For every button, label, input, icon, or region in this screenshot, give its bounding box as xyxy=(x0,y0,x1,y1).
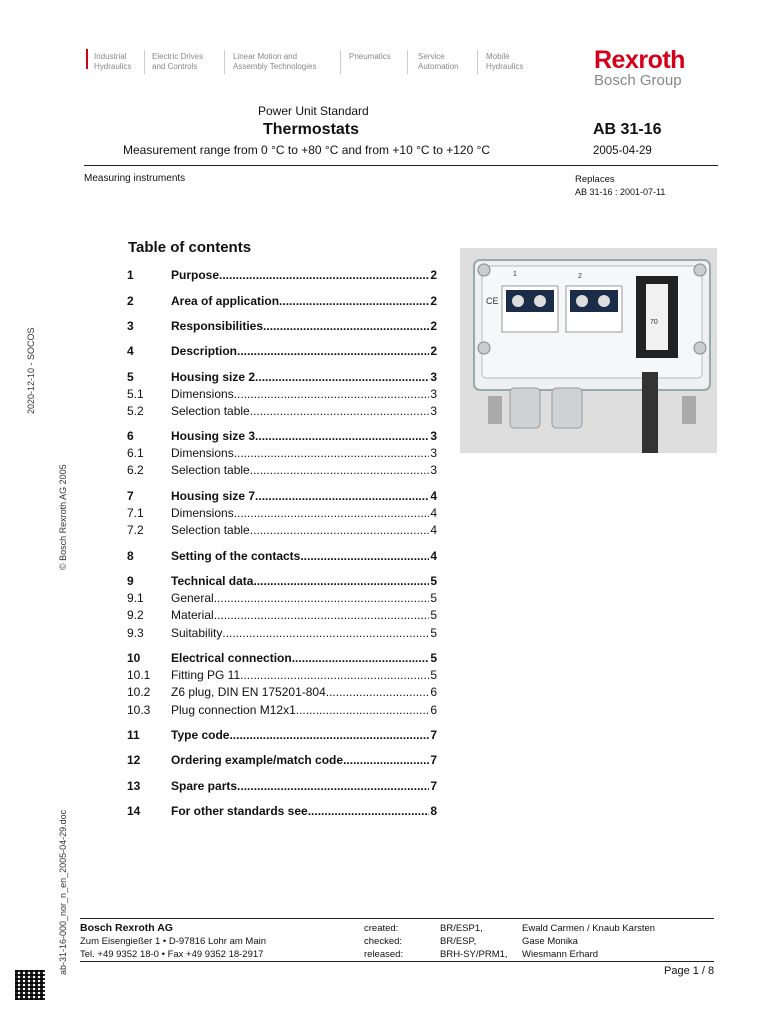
footer-company: Bosch Rexroth AG xyxy=(80,922,173,934)
toc-entry[interactable] xyxy=(127,370,437,384)
toc-label: Dimensions xyxy=(171,387,234,401)
footer-label: checked: xyxy=(364,936,403,947)
toc-page: 7 xyxy=(430,753,437,767)
toc-leader xyxy=(219,268,429,282)
toc-text-wrap xyxy=(171,703,429,717)
toc-page: 2 xyxy=(430,344,437,358)
toc-page: 5 xyxy=(430,626,437,640)
toc-number: 3 xyxy=(127,319,134,333)
toc-leader xyxy=(237,779,429,793)
footer-rule-top xyxy=(80,918,714,919)
toc-label: Suitability xyxy=(171,626,223,640)
toc-leader xyxy=(234,506,430,520)
toc-number: 8 xyxy=(127,549,134,563)
toc-page: 4 xyxy=(430,549,437,563)
toc-number: 7 xyxy=(127,489,134,503)
toc-leader xyxy=(253,574,429,588)
ce-mark: CE xyxy=(486,296,499,306)
nav-line: Electric Drives xyxy=(152,52,204,61)
toc-page: 3 xyxy=(430,446,437,460)
toc-leader xyxy=(279,294,429,308)
nav-line: Linear Motion and xyxy=(233,52,298,61)
toc-entry[interactable] xyxy=(127,506,437,520)
cable-gland xyxy=(510,388,540,428)
toc-entry[interactable] xyxy=(127,651,437,665)
toc-label: Fitting PG 11 xyxy=(171,668,241,682)
nav-line: Pneumatics xyxy=(349,52,391,61)
nav-divider xyxy=(407,50,408,74)
toc-page: 7 xyxy=(430,728,437,742)
toc-number: 7.2 xyxy=(127,523,144,537)
toc-text-wrap xyxy=(171,779,429,793)
toc-text-wrap xyxy=(171,319,429,333)
screw-icon xyxy=(478,264,490,276)
toc-leader xyxy=(222,626,429,640)
toc-text-wrap xyxy=(171,268,429,282)
footer-rule-bottom xyxy=(80,961,714,962)
toc-entry[interactable] xyxy=(127,626,437,640)
toc-page: 5 xyxy=(430,668,437,682)
photo-label-2: 2 xyxy=(578,273,582,280)
toc-number: 2 xyxy=(127,294,134,308)
toc-number: 13 xyxy=(127,779,141,793)
toc-leader xyxy=(214,591,430,605)
doc-subtitle: Power Unit Standard xyxy=(258,104,369,118)
toc-label: Selection table xyxy=(171,523,250,537)
toc-number: 9 xyxy=(127,574,134,588)
nav-divider xyxy=(340,50,341,74)
toc-label: Type code xyxy=(171,728,230,742)
thermostat-photo xyxy=(460,248,717,453)
toc-entry[interactable] xyxy=(127,591,437,605)
toc-entry[interactable] xyxy=(127,429,437,443)
toc-page: 3 xyxy=(430,387,437,401)
toc-leader xyxy=(255,370,429,384)
toc-number: 9.2 xyxy=(127,608,144,622)
toc-label: Z6 plug, DIN EN 175201-804 xyxy=(171,685,326,699)
toc-leader xyxy=(214,608,430,622)
toc-text-wrap xyxy=(171,387,429,401)
toc-number: 6 xyxy=(127,429,134,443)
toc-entry[interactable] xyxy=(127,523,437,537)
header-rule xyxy=(84,165,718,166)
toc-entry[interactable] xyxy=(127,685,437,699)
toc-page: 4 xyxy=(430,489,437,503)
cable-gland xyxy=(552,388,582,428)
toc-label: Responsibilities xyxy=(171,319,264,333)
doc-category: Measuring instruments xyxy=(84,173,186,184)
toc-entry[interactable] xyxy=(127,387,437,401)
toc-entry[interactable] xyxy=(127,404,437,418)
nav-divider xyxy=(477,50,478,74)
toc-label: Selection table xyxy=(171,463,250,477)
footer-dept: BR/ESP, xyxy=(440,936,477,947)
nav-divider xyxy=(144,50,145,74)
toc-text-wrap xyxy=(171,446,429,460)
toc-text-wrap xyxy=(171,463,429,477)
measurement-range: Measurement range from 0 °C to +80 °C and from +10 °C to +120 °C xyxy=(123,143,491,157)
rexroth-logo: Rexroth xyxy=(594,46,685,74)
footer-address: Zum Eisengießer 1 • D-97816 Lohr am Main xyxy=(80,936,267,947)
nav-line: Hydraulics xyxy=(94,62,132,71)
bosch-group-label: Bosch Group xyxy=(594,72,682,89)
nav-linear-motion[interactable] xyxy=(233,52,316,72)
toc-text-wrap xyxy=(171,626,429,640)
toc-label: Description xyxy=(171,344,238,358)
nav-line: Industrial xyxy=(94,52,127,61)
toc-text-wrap xyxy=(171,523,429,537)
nav-line: Assembly Technologies xyxy=(233,62,317,71)
toc-page: 4 xyxy=(430,523,437,537)
toc-text-wrap xyxy=(171,429,429,443)
toc-label: Housing size 3 xyxy=(171,429,256,443)
toc-label: Setting of the contacts xyxy=(171,549,301,563)
toc-text-wrap xyxy=(171,668,429,682)
toc-label: Purpose xyxy=(171,268,220,282)
toc-number: 7.1 xyxy=(127,506,144,520)
toc-leader xyxy=(292,651,430,665)
dial-knob-icon xyxy=(512,295,524,307)
toc-text-wrap xyxy=(171,651,429,665)
toc-entry[interactable] xyxy=(127,446,437,460)
toc-number: 10 xyxy=(127,651,141,665)
toc-page: 7 xyxy=(430,779,437,793)
toc-page: 4 xyxy=(430,506,437,520)
nav-line: Service xyxy=(418,52,445,61)
photo-label-1: 1 xyxy=(513,271,517,278)
footer-label: created: xyxy=(364,923,399,934)
toc-page: 2 xyxy=(430,294,437,308)
toc-leader xyxy=(234,446,430,460)
toc-number: 10.1 xyxy=(127,668,151,682)
toc-entry[interactable] xyxy=(127,753,437,767)
toc-number: 9.3 xyxy=(127,626,144,640)
toc-text-wrap xyxy=(171,549,429,563)
toc-label: General xyxy=(171,591,214,605)
nav-service-automation[interactable] xyxy=(418,52,458,72)
toc-label: Dimensions xyxy=(171,506,234,520)
toc-page: 2 xyxy=(430,268,437,282)
toc-leader xyxy=(326,685,430,699)
toc-title: Table of contents xyxy=(128,239,252,256)
screw-icon xyxy=(694,264,706,276)
footer-label: released: xyxy=(364,949,404,960)
toc-label: Ordering example/match code xyxy=(171,753,344,767)
toc-page: 8 xyxy=(430,804,437,818)
brand-bar xyxy=(86,49,88,69)
nav-line: and Controls xyxy=(152,62,198,71)
toc-entry[interactable] xyxy=(127,728,437,742)
toc-entry[interactable] xyxy=(127,703,437,717)
toc-entry[interactable] xyxy=(127,319,437,333)
toc-leader xyxy=(255,429,429,443)
footer-names: Wiesmann Erhard xyxy=(522,949,599,960)
nav-line: Automation xyxy=(418,62,459,71)
toc-page: 3 xyxy=(430,429,437,443)
toc-label: Dimensions xyxy=(171,446,234,460)
nav-pneumatics[interactable] xyxy=(349,52,391,62)
page-number: Page 1 / 8 xyxy=(664,965,715,977)
footer-dept: BRH-SY/PRM1, xyxy=(440,949,508,960)
toc-page: 3 xyxy=(430,370,437,384)
toc-number: 1 xyxy=(127,268,134,282)
toc-label: Plug connection M12x1 xyxy=(171,703,296,717)
toc-entry[interactable] xyxy=(127,549,437,563)
toc-leader xyxy=(240,668,429,682)
toc-number: 5.2 xyxy=(127,404,144,418)
screw-icon xyxy=(478,342,490,354)
toc-entry[interactable] xyxy=(127,574,437,588)
toc-number: 14 xyxy=(127,804,141,818)
toc-entry[interactable] xyxy=(127,268,437,282)
toc-leader xyxy=(229,728,429,742)
toc-label: Material xyxy=(171,608,214,622)
toc-leader xyxy=(308,804,430,818)
toc-number: 10.2 xyxy=(127,685,151,699)
toc-text-wrap xyxy=(171,344,429,358)
mounting-foot xyxy=(682,396,696,424)
toc-number: 6.2 xyxy=(127,463,144,477)
doc-title: Thermostats xyxy=(263,121,360,138)
toc-text-wrap xyxy=(171,753,429,767)
toc-entry[interactable] xyxy=(127,779,437,793)
toc-entry[interactable] xyxy=(127,668,437,682)
toc-text-wrap xyxy=(171,608,429,622)
toc-entry[interactable] xyxy=(127,463,437,477)
toc-number: 5 xyxy=(127,370,134,384)
nav-divider xyxy=(224,50,225,74)
toc-text-wrap xyxy=(171,404,429,418)
toc-page: 6 xyxy=(430,703,437,717)
toc-entry[interactable] xyxy=(127,489,437,503)
toc-label: Housing size 7 xyxy=(171,489,256,503)
file-name: ab-31-16-000_nor_n_en_2005-04-29.doc xyxy=(58,809,68,975)
toc-leader xyxy=(250,404,430,418)
toc-leader xyxy=(296,703,430,717)
toc-text-wrap xyxy=(171,370,429,384)
footer-dept: BR/ESP1, xyxy=(440,923,483,934)
toc-leader xyxy=(250,523,430,537)
screw-icon xyxy=(694,342,706,354)
toc-leader xyxy=(343,753,429,767)
nav-line: Mobile xyxy=(486,52,510,61)
thermostat-illustration xyxy=(460,248,717,453)
toc-text-wrap xyxy=(171,685,429,699)
toc-number: 9.1 xyxy=(127,591,144,605)
dial-knob-icon xyxy=(576,295,588,307)
toc-text-wrap xyxy=(171,489,429,503)
dial-knob-icon xyxy=(598,295,610,307)
toc-leader xyxy=(234,387,430,401)
date-stamp: 2020-12-10 - SOCOS xyxy=(26,327,36,414)
toc-text-wrap xyxy=(171,506,429,520)
toc-text-wrap xyxy=(171,294,429,308)
doc-date: 2005-04-29 xyxy=(593,145,652,157)
toc-label: Selection table xyxy=(171,404,250,418)
qr-code-icon xyxy=(15,970,45,1000)
footer-phone: Tel. +49 9352 18-0 • Fax +49 9352 18-2917 xyxy=(80,949,264,960)
toc-leader xyxy=(255,489,429,503)
toc-entry[interactable] xyxy=(127,608,437,622)
toc-label: Technical data xyxy=(171,574,254,588)
gauge-scale xyxy=(646,284,668,350)
footer-names: Gase Monika xyxy=(522,936,578,947)
toc-number: 11 xyxy=(127,728,140,742)
toc-page: 3 xyxy=(430,463,437,477)
toc-page: 5 xyxy=(430,608,437,622)
replaces-label: Replaces xyxy=(575,174,615,185)
toc-number: 12 xyxy=(127,753,141,767)
toc-label: Housing size 2 xyxy=(171,370,256,384)
toc-page: 3 xyxy=(430,404,437,418)
toc-leader xyxy=(237,344,429,358)
toc-number: 5.1 xyxy=(127,387,144,401)
toc-text-wrap xyxy=(171,728,429,742)
nav-industrial-hydraulics[interactable] xyxy=(94,52,131,72)
toc-number: 4 xyxy=(127,344,134,358)
toc-page: 2 xyxy=(430,319,437,333)
conduit-hose xyxy=(642,372,658,453)
footer-names: Ewald Carmen / Knaub Karsten xyxy=(522,923,656,934)
toc-label: For other standards see xyxy=(171,804,308,818)
doc-number: AB 31-16 xyxy=(593,121,662,138)
toc-leader xyxy=(250,463,430,477)
dial-knob-icon xyxy=(534,295,546,307)
toc-number: 10.3 xyxy=(127,703,151,717)
toc-label: Spare parts xyxy=(171,779,238,793)
toc-text-wrap xyxy=(171,574,429,588)
toc-page: 6 xyxy=(430,685,437,699)
copyright-note: © Bosch Rexroth AG 2005 xyxy=(58,464,68,570)
toc-label: Electrical connection xyxy=(171,651,292,665)
toc-label: Area of application xyxy=(171,294,280,308)
nav-line: Hydraulics xyxy=(486,62,524,71)
toc-leader xyxy=(300,549,429,563)
toc-entry[interactable] xyxy=(127,804,437,818)
toc-entry[interactable] xyxy=(127,294,437,308)
replaces-value: AB 31-16 : 2001-07-11 xyxy=(575,187,666,197)
toc-text-wrap xyxy=(171,804,429,818)
toc-number: 6.1 xyxy=(127,446,144,460)
toc-text-wrap xyxy=(171,591,429,605)
gauge-reading: 70 xyxy=(650,319,658,326)
toc-page: 5 xyxy=(430,574,437,588)
mounting-foot xyxy=(488,396,502,424)
nav-mobile-hydraulics[interactable] xyxy=(486,52,523,72)
nav-electric-drives[interactable] xyxy=(152,52,203,72)
toc-leader xyxy=(263,319,429,333)
toc-page: 5 xyxy=(430,591,437,605)
toc-page: 5 xyxy=(430,651,437,665)
toc-entry[interactable] xyxy=(127,344,437,358)
